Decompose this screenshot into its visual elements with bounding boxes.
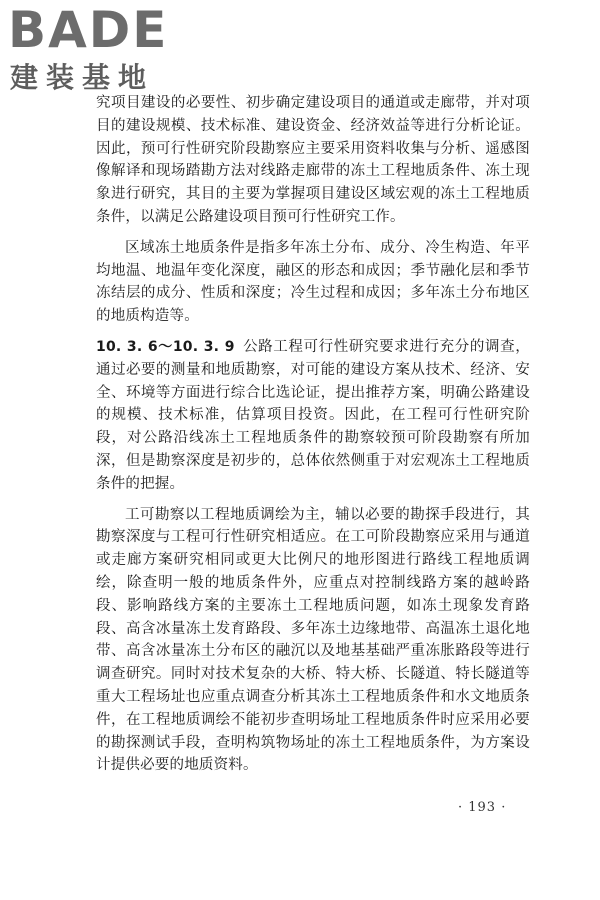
section-paragraph <box>96 336 530 496</box>
watermark-logo <box>8 1 178 104</box>
body-paragraph-2: 区域冻土地质条件是指多年冻土分布、成分、冷生构造、年平均地温、地温年变化深度，融区的形态和成因；季节融化层和季节冻结层的成分、性质和深度；冷生过程和成因；多年冻土分布地区的地质构造等。 <box>96 239 530 325</box>
logo-wordmark: BADE <box>8 1 169 59</box>
body-paragraph-3: 工可勘察以工程地质调绘为主，辅以必要的勘探手段进行，其勘察深度与工程可行性研究相适应。在工可阶段勘察应采用与通道或走廊方案研究相同或更大比例尺的地形图进行路线工程地质调绘，除查明一般的地质条件外，应重点对控制线路方案的越岭路段、影响路线方案的主要冻土工程地质问题，如冻土现象发育路段、高含冰量冻土发育路段、多年冻土边缘地带、高温冻土退化地带、高含冰量冻土分布区的融沉以及地基基础严重冻胀路段等进行调查研究。同时对技术复杂的大桥、特大桥、长隧道、特长隧道等重大工程场址也应重点调查分析其冻土工程地质条件和水文地质条件，在工程地质调绘不能初步查明场址工程地质条件时应采用必要的勘探测试手段，查明构筑物场址的冻土工程地质条件，为方案设计提供必要的地质资料。 <box>96 506 530 774</box>
section-number: 10. 3. 6～10. 3. 9 <box>96 338 235 355</box>
page-body <box>96 92 530 777</box>
logo-chinese-name: 建装基地 <box>10 61 155 94</box>
section-text: 公路工程可行性研究要求进行充分的调查，通过必要的测量和地质勘察，对可能的建设方案从技术、经济、安全、环境等方面进行综合比选论证，提出推荐方案，明确公路建设的规模、技术标准，估算项目投资。因此，在工程可行性研究阶段，对公路沿线冻土工程地质条件的勘察较预可阶段勘察有所加深，但是勘察深度是初步的，总体依然侧重于对宏观冻土工程地质条件的把握。 <box>96 338 530 492</box>
body-paragraph-1: 究项目建设的必要性、初步确定建设项目的通道或走廊带，并对项目的建设规模、技术标准、建设资金、经济效益等进行分析论证。因此，预可行性研究阶段勘察应主要采用资料收集与分析、遥感图像解译和现场踏勘方法对线路走廊带的冻土工程地质条件、冻土现象进行研究，其目的主要为掌握项目建设区域宏观的冻土工程地质条件，以满足公路建设项目预可行性研究工作。 <box>96 95 530 225</box>
page-number: · 193 · <box>458 800 507 815</box>
